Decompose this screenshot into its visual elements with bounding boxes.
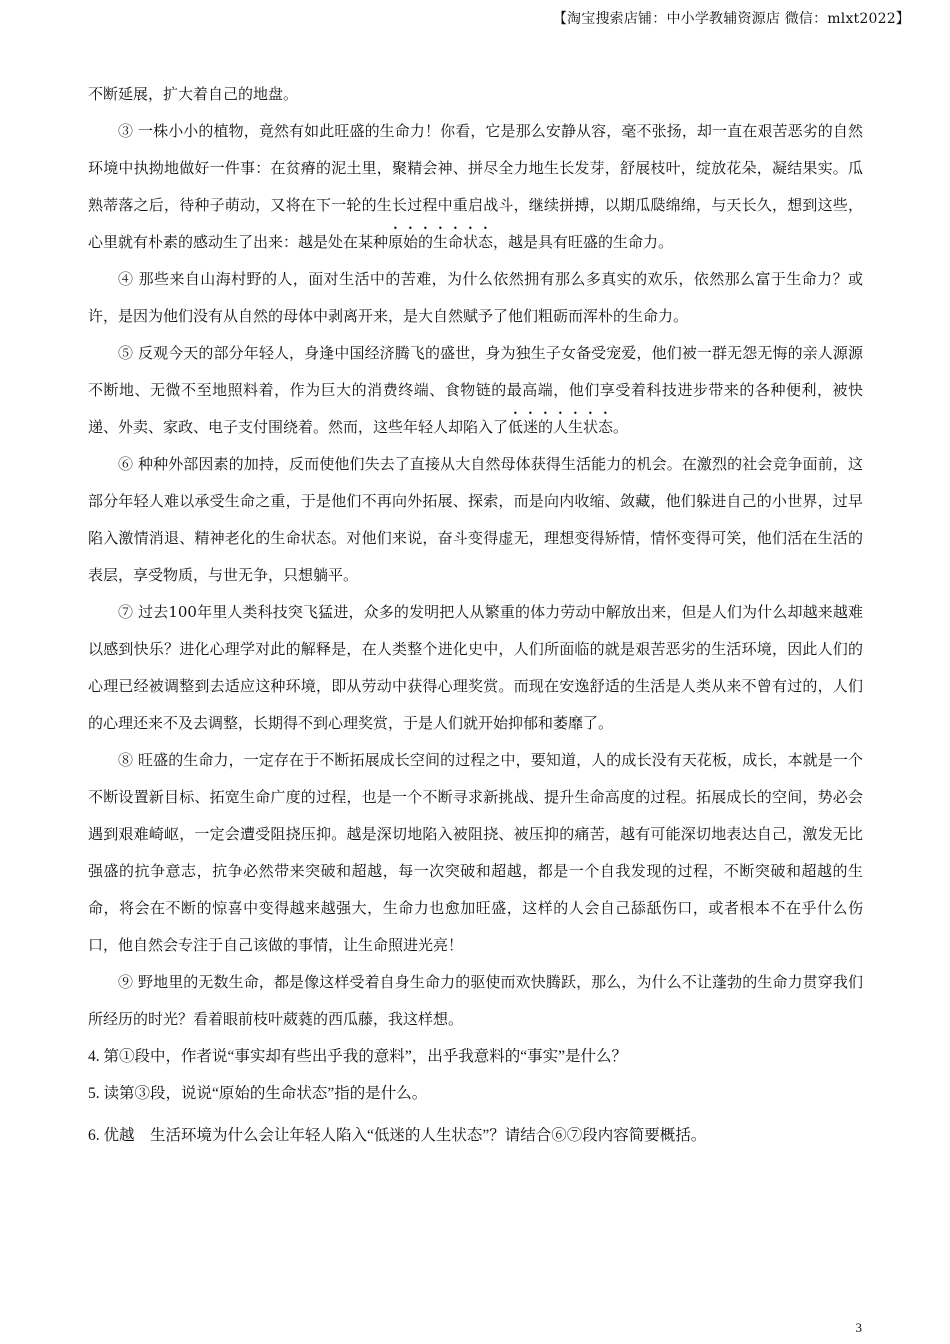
article-body: [88, 76, 863, 1154]
paragraph-text: ⑥ 种种外部因素的加持，反而使他们失去了直接从大自然母体获得生活能力的机会。在激烈的社会竞争面前，这部分年轻人难以承受生命之重，于是他们不再向外拓展、探索，而是向内收缩、敛藏，他们躲进自己的小世界，过早陷入激情消退、精神老化的生命状态。对他们来说，奋斗变得虚无，理想变得矫情，情怀变得可笑，他们活在生活的表层，享受物质，与世无争，只想躺平。: [88, 455, 863, 584]
question-4: 4. 第①段中，作者说“事实却有些出乎我的意料”，出乎我意料的“事实”是什么？: [88, 1048, 628, 1065]
paragraph-9: [88, 964, 863, 1038]
paragraph-4: [88, 261, 863, 335]
paragraph-text: ⑦ 过去100年里人类科技突飞猛进，众多的发明把人从繁重的体力劳动中解放出来，但是人们为什么却越来越难以感到快乐？进化心理学对此的解释是，在人类整个进化史中，人们所面临的就是艰苦恶劣的生活环境，因此人们的心理已经被调整到去适应这种环境，即从劳动中获得心理奖赏。而现在安逸舒适的生活是人类从来不曾有过的，人们的心理还来不及去调整，长期得不到心理奖赏，于是人们就开始抑郁和萎靡了。: [88, 603, 863, 732]
paragraph-7: [88, 594, 863, 742]
paragraph-text: ⑨ 野地里的无数生命，都是像这样受着自身生命力的驱使而欢快腾跃，那么，为什么不让蓬勃的生命力贯穿我们所经历的时光？看着眼前枝叶葳蕤的西瓜藤，我这样想。: [88, 973, 863, 1028]
page-number: 3: [855, 1320, 862, 1335]
paragraph-6: [88, 446, 863, 594]
paragraph-text: 。: [613, 418, 629, 436]
paragraph-8: [88, 742, 863, 964]
emphasized-phrase: 低迷的人生状态: [508, 418, 614, 436]
emphasized-phrase: 原始的生命状态: [388, 233, 494, 251]
paragraph-text: ⑧ 旺盛的生命力，一定存在于不断拓展成长空间的过程之中，要知道，人的成长没有天花板，成长，本就是一个不断设置新目标、拓宽生命广度的过程，也是一个不断寻求新挑战、提升生命高度的过程。拓展成长的空间，势必会遇到艰难崎岖，一定会遭受阻挠压抑。越是深切地陷入被阻挠、被压抑的痛苦，越有可能深切地表达自己，激发无比强盛的抗争意志，抗争必然带来突破和超越，每一次突破和超越，都是一个自我发现的过程，不断突破和超越的生命，将会在不断的惊喜中变得越来越强大，生命力也愈加旺盛，这样的人会自己舔舐伤口，或者根本不在乎什么伤口，他自然会专注于自己该做的事情，让生命照进光亮！: [88, 751, 863, 954]
paragraph-3: [88, 113, 863, 261]
paragraph-continued: [88, 76, 863, 113]
paragraph-text: ，越是具有旺盛的生命力。: [493, 233, 674, 251]
question-5: 5. 读第③段，说说“原始的生命状态”指的是什么。: [88, 1085, 428, 1102]
question-6: 6. 优越 生活环境为什么会让年轻人陷入“低迷的人生状态”？请结合⑥⑦段内容简要概括。: [88, 1127, 707, 1144]
paragraph-text: ③ 一株小小的植物，竟然有如此旺盛的生命力！你看，它是那么安静从容，毫不张扬，却一直在艰苦恶劣的自然环境中执拗地做好一件事：在贫瘠的泥土里，聚精会神、拼尽全力地生长发芽，舒展枝叶，绽放花朵，凝结果实。瓜熟蒂落之后，待种子萌动，又将在下一轮的生长过程中重启战斗，继续拼搏，以期瓜瓞绵绵，与天长久，想到这些，心里就有朴素的感动生了出来：越是处在某种: [88, 122, 863, 251]
paragraph-text: ⑤ 反观今天的部分年轻人，身逢中国经济腾飞的盛世，身为独生子女备受宠爱，他们被一群无怨无悔的亲人源源不断地、无微不至地照料着，作为巨大的消费终端、食物链的最高端，他们享受着科技进步带来的各种便利，被快递、外卖、家政、电子支付围绕着。然而，这些年轻人却陷入了: [88, 344, 863, 436]
paragraph-text: 不断延展，扩大着自己的地盘。: [88, 85, 299, 103]
paragraph-5: [88, 335, 863, 446]
page-header-banner: 【淘宝搜索店铺：中小学教辅资源店 微信：mlxt2022】: [552, 11, 910, 27]
paragraph-text: ④ 那些来自山海村野的人，面对生活中的苦难，为什么依然拥有那么多真实的欢乐，依然那么富于生命力？或许，是因为他们没有从自然的母体中剥离开来，是大自然赋予了他们粗砺而浑朴的生命力。: [88, 270, 863, 325]
